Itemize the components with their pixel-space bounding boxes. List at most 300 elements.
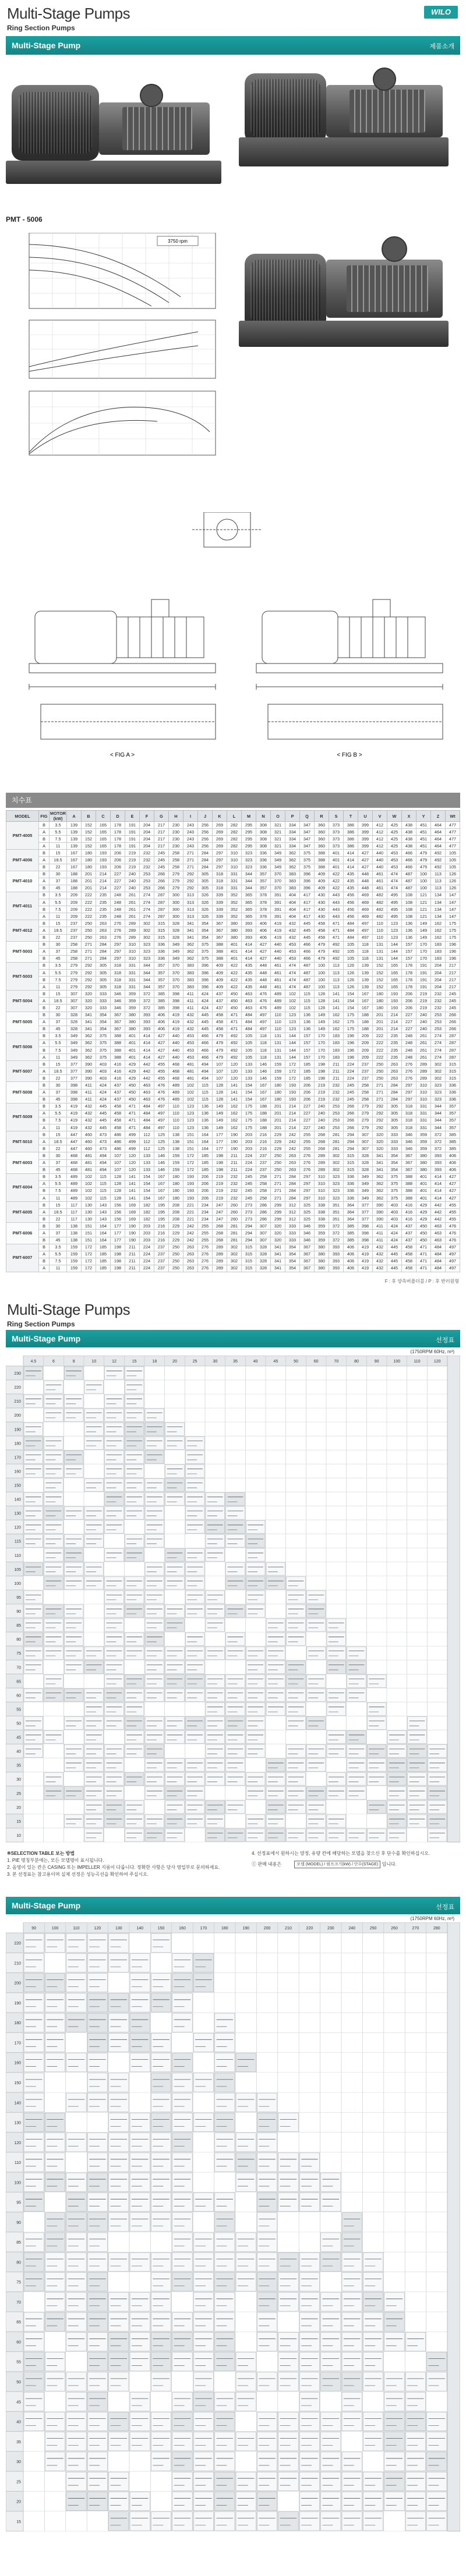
dim-cell: 321: [271, 843, 285, 850]
dim-cell: 193: [96, 857, 111, 864]
dim-cell: 180: [271, 1082, 285, 1089]
dim-cell: 386: [344, 843, 358, 850]
selection-cell: [87, 2153, 107, 2171]
dim-cell: 375: [96, 1039, 111, 1046]
selection-cell: [342, 2372, 362, 2391]
spec-col-23: U: [358, 811, 373, 822]
dim-cell: 438: [402, 829, 416, 836]
selection-cell: [367, 1674, 386, 1687]
dim-cell: 107: [111, 1159, 125, 1166]
dim-cell: 299: [271, 1202, 285, 1209]
dim-cell: 417: [300, 913, 315, 920]
dim-cell: 323: [431, 1089, 446, 1096]
dim-cell: 445: [96, 1117, 111, 1124]
selection-cell: [64, 1464, 83, 1477]
page-subtitle-2: Ring Section Pumps: [7, 1320, 75, 1328]
dim-cell: 336: [256, 857, 271, 864]
x-tick-label: 25: [192, 1360, 197, 1364]
head-curve: [29, 233, 216, 308]
dim-cell: 489: [169, 1089, 183, 1096]
dim-cell: 453: [183, 1054, 198, 1061]
dim-cell: 157: [402, 941, 416, 948]
dim-cell: 357: [154, 969, 169, 976]
dim-cell: 349: [271, 850, 285, 857]
dim-cell: 266: [446, 1026, 460, 1032]
selection-cell: [215, 2213, 235, 2231]
selection-cell: [347, 1688, 366, 1701]
selection-cell: [125, 1815, 144, 1828]
dim-cell: 471: [329, 927, 344, 934]
dim-cell: 310: [227, 864, 242, 871]
dim-cell: 375: [300, 857, 315, 864]
dim-cell: 487: [402, 871, 416, 878]
dim-cell: 302: [227, 1251, 242, 1258]
selection-cell: [215, 2133, 235, 2152]
dim-cell: 305: [387, 1117, 402, 1124]
dim-cell: 497: [446, 1265, 460, 1272]
dim-cell: 196: [344, 1039, 358, 1046]
table-row: [6, 1216, 460, 1223]
dim-cell: 201: [82, 885, 96, 892]
dim-cell: 499: [125, 1138, 140, 1145]
dim-cell: 144: [285, 1039, 300, 1046]
dim-cell: 455: [154, 1075, 169, 1082]
selection-cell: [321, 2512, 341, 2531]
dim-cell: 336: [344, 1173, 358, 1180]
selection-cell: [130, 2053, 150, 2072]
dim-cell: 152: [82, 843, 96, 850]
dim-cell: 123: [285, 1026, 300, 1032]
dim-cell: 341: [183, 934, 198, 941]
selection-cell: [257, 2412, 277, 2430]
dim-cell: 245: [154, 857, 169, 864]
dim-cell: 370: [169, 962, 183, 969]
dim-cell: 349: [67, 1054, 82, 1061]
dim-cell: 451: [416, 843, 431, 850]
dim-cell: 318: [402, 1110, 416, 1117]
selection-cell: [109, 2213, 129, 2231]
dim-cell: 253: [431, 1012, 446, 1019]
dim-cell: 435: [344, 878, 358, 885]
selection-cell: [215, 2353, 235, 2371]
selection-cell: [363, 2353, 383, 2371]
dim-cell: 393: [140, 1012, 154, 1019]
dim-cell: 380: [416, 1159, 431, 1166]
selection-cell: [172, 2113, 192, 2131]
dim-cell: 476: [154, 1096, 169, 1103]
dim-cell: 354: [387, 1152, 402, 1159]
selection-cell: [84, 1702, 104, 1715]
selection-cell: [226, 1829, 245, 1841]
selection-cell: [145, 1674, 164, 1687]
selection-cell: [24, 1731, 43, 1744]
dim-cell: 440: [169, 1047, 183, 1054]
dim-cell: 349: [358, 1187, 373, 1194]
dim-cell: 442: [431, 1209, 446, 1216]
selection-cell: [44, 1731, 63, 1744]
dim-cell: 482: [373, 899, 387, 906]
dim-cell: 466: [198, 1047, 213, 1054]
selection-cell: [226, 1605, 245, 1617]
selection-cell: [24, 1633, 43, 1645]
dim-cell: 305: [96, 984, 111, 991]
dim-cell: 469: [358, 913, 373, 920]
dim-cell: 492: [431, 857, 446, 864]
selection-cell: [215, 2512, 235, 2531]
dim-cell: 245: [242, 1173, 256, 1180]
dim-cell: 341: [82, 1019, 96, 1026]
table-row: [6, 1005, 460, 1012]
dim-cell: 318: [111, 984, 125, 991]
dim-cell: 169: [125, 1216, 140, 1223]
selection-cell: [66, 1953, 86, 1972]
selection-cell: [45, 2432, 65, 2451]
table-row: [6, 1138, 460, 1145]
dim-cell: 191: [416, 962, 431, 969]
selection-cell: [342, 2213, 362, 2231]
dim-cell: 227: [111, 871, 125, 878]
dim-cell: 401: [329, 857, 344, 864]
dim-cell: 406: [344, 1251, 358, 1258]
x-tick-label: 45: [273, 1360, 278, 1364]
selection-cell: [87, 2073, 107, 2092]
dim-cell: 365: [242, 906, 256, 913]
dim-cell: 274: [431, 1047, 446, 1054]
selection-cell: [130, 2312, 150, 2331]
dim-cell: 113: [329, 969, 344, 976]
dim-cell: 115: [96, 1187, 111, 1194]
dim-cell: 263: [183, 1258, 198, 1265]
dim-cell: 219: [416, 1005, 431, 1012]
dim-cell: 211: [227, 1159, 242, 1166]
dim-cell: 143: [96, 1202, 111, 1209]
dim-cell: 203: [140, 1230, 154, 1237]
dim-cell: 255: [300, 1138, 315, 1145]
spec-col-4: B: [82, 811, 96, 822]
dim-cell: 313: [183, 892, 198, 899]
table-row: [6, 1251, 460, 1258]
dim-cell: 250: [82, 920, 96, 927]
selection-cell: [299, 2432, 319, 2451]
dim-cell: 440: [271, 941, 285, 948]
selection-cell: [246, 1688, 265, 1701]
dim-cell: 284: [96, 941, 111, 948]
dim-cell: 414: [431, 1180, 446, 1187]
selection-cell: [145, 1688, 164, 1701]
model-cell: PMT-6007: [6, 1244, 39, 1272]
selection-cell: [185, 1591, 204, 1603]
selection-cell: [84, 1647, 104, 1659]
dim-cell: 495: [387, 913, 402, 920]
dim-cell: 154: [140, 1180, 154, 1187]
dim-cell: 164: [198, 1138, 213, 1145]
motor-cell: 11: [50, 1124, 67, 1131]
dim-cell: 292: [82, 977, 96, 984]
selection-cell: [226, 1493, 245, 1506]
selection-cell: [64, 1660, 83, 1673]
dim-cell: 451: [416, 822, 431, 829]
dim-cell: 110: [169, 1124, 183, 1131]
dim-cell: 357: [446, 1110, 460, 1117]
dim-cell: 448: [256, 962, 271, 969]
dim-cell: 100: [315, 984, 329, 991]
dim-cell: 266: [344, 1110, 358, 1117]
dim-cell: 388: [111, 1054, 125, 1061]
dim-cell: 245: [446, 991, 460, 998]
dim-cell: 429: [416, 1216, 431, 1223]
dim-cell: 269: [213, 822, 227, 829]
dim-cell: 341: [271, 1265, 285, 1272]
dim-cell: 458: [213, 1012, 227, 1019]
dim-cell: 396: [198, 977, 213, 984]
dim-cell: 248: [402, 1047, 416, 1054]
dim-cell: 165: [96, 843, 111, 850]
dim-cell: 453: [183, 1047, 198, 1054]
dim-cell: 240: [125, 878, 140, 885]
dim-cell: 481: [82, 1152, 96, 1159]
selection-cell: [151, 1933, 171, 1952]
dim-cell: 105: [242, 1032, 256, 1039]
dim-cell: 258: [67, 941, 82, 948]
selection-cell: [405, 2412, 425, 2430]
y-tick-label: 70: [16, 2300, 21, 2305]
dim-cell: 445: [96, 1124, 111, 1131]
dim-cell: 406: [446, 1159, 460, 1166]
dim-cell: 105: [242, 1054, 256, 1061]
x-tick-label: 60: [313, 1360, 319, 1364]
dim-cell: 310: [416, 1082, 431, 1089]
dim-cell: 318: [213, 871, 227, 878]
dim-cell: 196: [446, 941, 460, 948]
fig-b-label: < FIG B >: [337, 752, 362, 758]
dim-cell: 162: [227, 1110, 242, 1117]
dim-cell: 131: [373, 948, 387, 955]
selection-cell: [125, 1633, 144, 1645]
selection-cell: [64, 1619, 83, 1631]
dim-cell: 188: [256, 1103, 271, 1110]
dim-cell: 243: [183, 829, 198, 836]
dim-cell: 437: [111, 1089, 125, 1096]
dim-cell: 362: [285, 864, 300, 871]
dim-cell: 315: [446, 1075, 460, 1082]
dim-cell: 344: [140, 977, 154, 984]
selection-cell: [299, 2252, 319, 2271]
dim-cell: 185: [198, 1152, 213, 1159]
selection-cell: [428, 1773, 447, 1786]
motor-cell: 22: [50, 1216, 67, 1223]
dim-cell: 141: [125, 1194, 140, 1201]
dim-cell: 217: [154, 822, 169, 829]
dim-cell: 474: [387, 878, 402, 885]
dim-cell: 229: [169, 1230, 183, 1237]
dim-cell: 276: [300, 1166, 315, 1173]
selection-cell: [193, 2033, 213, 2052]
dim-cell: 211: [329, 1068, 344, 1075]
selection-cell: [215, 2392, 235, 2411]
selection-cell: [306, 1605, 326, 1617]
power-curve: [29, 320, 216, 378]
dim-cell: 393: [329, 1258, 344, 1265]
dim-cell: 341: [373, 1159, 387, 1166]
dim-cell: 248: [402, 1054, 416, 1061]
selection-cell: [287, 1773, 306, 1786]
dim-cell: 271: [82, 955, 96, 962]
table-row: [6, 822, 460, 829]
y-tick-label: 80: [16, 2261, 21, 2265]
dim-cell: 139: [67, 822, 82, 829]
selection-cell: [321, 2312, 341, 2331]
dim-cell: 240: [416, 1019, 431, 1026]
dim-cell: 339: [213, 899, 227, 906]
dim-cell: 341: [82, 1026, 96, 1032]
dim-cell: 130: [82, 1216, 96, 1223]
dim-cell: 172: [183, 1152, 198, 1159]
dim-cell: 393: [242, 927, 256, 934]
selection-cell: [185, 1521, 204, 1534]
y-tick-label: 70: [16, 1666, 21, 1670]
dimension-drawing-svg: [6, 512, 460, 786]
selection-cell: [151, 2372, 171, 2391]
selection-cell: [405, 2372, 425, 2391]
dim-cell: 292: [373, 1117, 387, 1124]
dim-cell: 442: [431, 1202, 446, 1209]
dim-cell: 256: [198, 836, 213, 843]
dim-cell: 497: [446, 1244, 460, 1251]
motor-cell: 3.5: [50, 962, 67, 969]
dim-cell: 263: [183, 1265, 198, 1272]
dim-cell: 461: [373, 878, 387, 885]
dim-cell: 349: [271, 857, 285, 864]
selection-cell: [151, 2113, 171, 2131]
dim-cell: 443: [329, 892, 344, 899]
selection-cell: [45, 2013, 65, 2032]
selection-cell: [109, 2372, 129, 2391]
dim-cell: 336: [446, 1089, 460, 1096]
dim-cell: 380: [315, 1244, 329, 1251]
dim-cell: 484: [140, 1117, 154, 1124]
selection-cell: [193, 2192, 213, 2211]
dim-cell: 183: [329, 1032, 344, 1039]
selection-cell: [226, 1759, 245, 1772]
dim-cell: 217: [446, 977, 460, 984]
dim-cell: 477: [446, 843, 460, 850]
dim-cell: 180: [271, 1096, 285, 1103]
selection-cell: [428, 1745, 447, 1758]
selection-cell: [151, 2293, 171, 2311]
dim-cell: 393: [329, 1251, 344, 1258]
dim-cell: 302: [329, 1159, 344, 1166]
selection-cell: [185, 1605, 204, 1617]
selection-cell: [64, 1647, 83, 1659]
dim-cell: 424: [198, 1005, 213, 1012]
dim-cell: 198: [213, 1166, 227, 1173]
dim-cell: 185: [96, 1258, 111, 1265]
dim-cell: 411: [183, 991, 198, 998]
selection-cell: [427, 2353, 447, 2371]
dim-cell: 427: [256, 955, 271, 962]
dim-cell: 115: [300, 991, 315, 998]
dim-cell: 458: [213, 1019, 227, 1026]
selection-cell: [24, 2013, 44, 2032]
selection-cell: [125, 1478, 144, 1491]
dim-cell: 214: [96, 871, 111, 878]
dim-cell: 450: [416, 1223, 431, 1230]
dim-cell: 373: [329, 843, 344, 850]
selection-cell: [87, 2392, 107, 2411]
selection-cell: [87, 2452, 107, 2471]
dim-cell: 175: [446, 920, 460, 927]
selection-cell: [172, 1953, 192, 1972]
dim-cell: 185: [96, 1244, 111, 1251]
dim-cell: 289: [315, 1159, 329, 1166]
dim-cell: 362: [285, 857, 300, 864]
selection-cell: [384, 2492, 404, 2510]
dim-cell: 479: [416, 850, 431, 857]
selection-cell: [299, 2293, 319, 2311]
dim-cell: 427: [446, 1187, 460, 1194]
dim-cell: 279: [169, 885, 183, 892]
selection-cell: [44, 1688, 63, 1701]
dim-cell: 224: [140, 1251, 154, 1258]
dim-cell: 315: [242, 1258, 256, 1265]
dim-cell: 351: [329, 1202, 344, 1209]
dim-cell: 235: [96, 892, 111, 899]
dim-cell: 121: [416, 906, 431, 913]
y-tick-label: 95: [16, 1595, 21, 1600]
selection-cell: [151, 2452, 171, 2471]
dim-cell: 359: [125, 998, 140, 1005]
selection-cell: [236, 2492, 256, 2510]
spec-table-header: [6, 811, 460, 822]
selection-cell: [287, 1633, 306, 1645]
dim-cell: 131: [271, 1039, 285, 1046]
dim-cell: 489: [169, 1082, 183, 1089]
selection-cell: [215, 2312, 235, 2331]
selection-cell: [66, 2192, 86, 2211]
dim-cell: 159: [169, 1166, 183, 1173]
motor-cell: 7.5: [50, 906, 67, 913]
dim-cell: 370: [169, 969, 183, 976]
selection-cell: [246, 1815, 265, 1828]
dim-cell: 341: [271, 1258, 285, 1265]
dim-cell: 354: [96, 1019, 111, 1026]
motor-cell: 5.5: [50, 1251, 67, 1258]
motor-cell: 3.5: [50, 1103, 67, 1110]
spec-table-body: [6, 822, 460, 1272]
selection-cell: [145, 1507, 164, 1520]
selection-cell: [105, 1395, 124, 1407]
selection-cell: [64, 1577, 83, 1589]
table-row: [6, 1075, 460, 1082]
selection-cell: [387, 1801, 407, 1814]
dim-cell: 141: [227, 1096, 242, 1103]
selection-cell: [172, 2093, 192, 2112]
dim-cell: 167: [256, 1096, 271, 1103]
dim-cell: 307: [256, 1223, 271, 1230]
motor-cell: 18.5: [50, 998, 67, 1005]
dim-cell: 411: [82, 1096, 96, 1103]
dim-cell: 401: [329, 850, 344, 857]
dim-cell: 279: [67, 962, 82, 969]
selection-cell: [287, 1702, 306, 1715]
dim-cell: 201: [271, 1124, 285, 1131]
dim-cell: 468: [169, 1075, 183, 1082]
selection-cell: [363, 2512, 383, 2531]
selection-cell: [193, 2293, 213, 2311]
selection-cell: [44, 1647, 63, 1659]
dim-cell: 481: [183, 1061, 198, 1068]
dim-cell: 115: [300, 998, 315, 1005]
